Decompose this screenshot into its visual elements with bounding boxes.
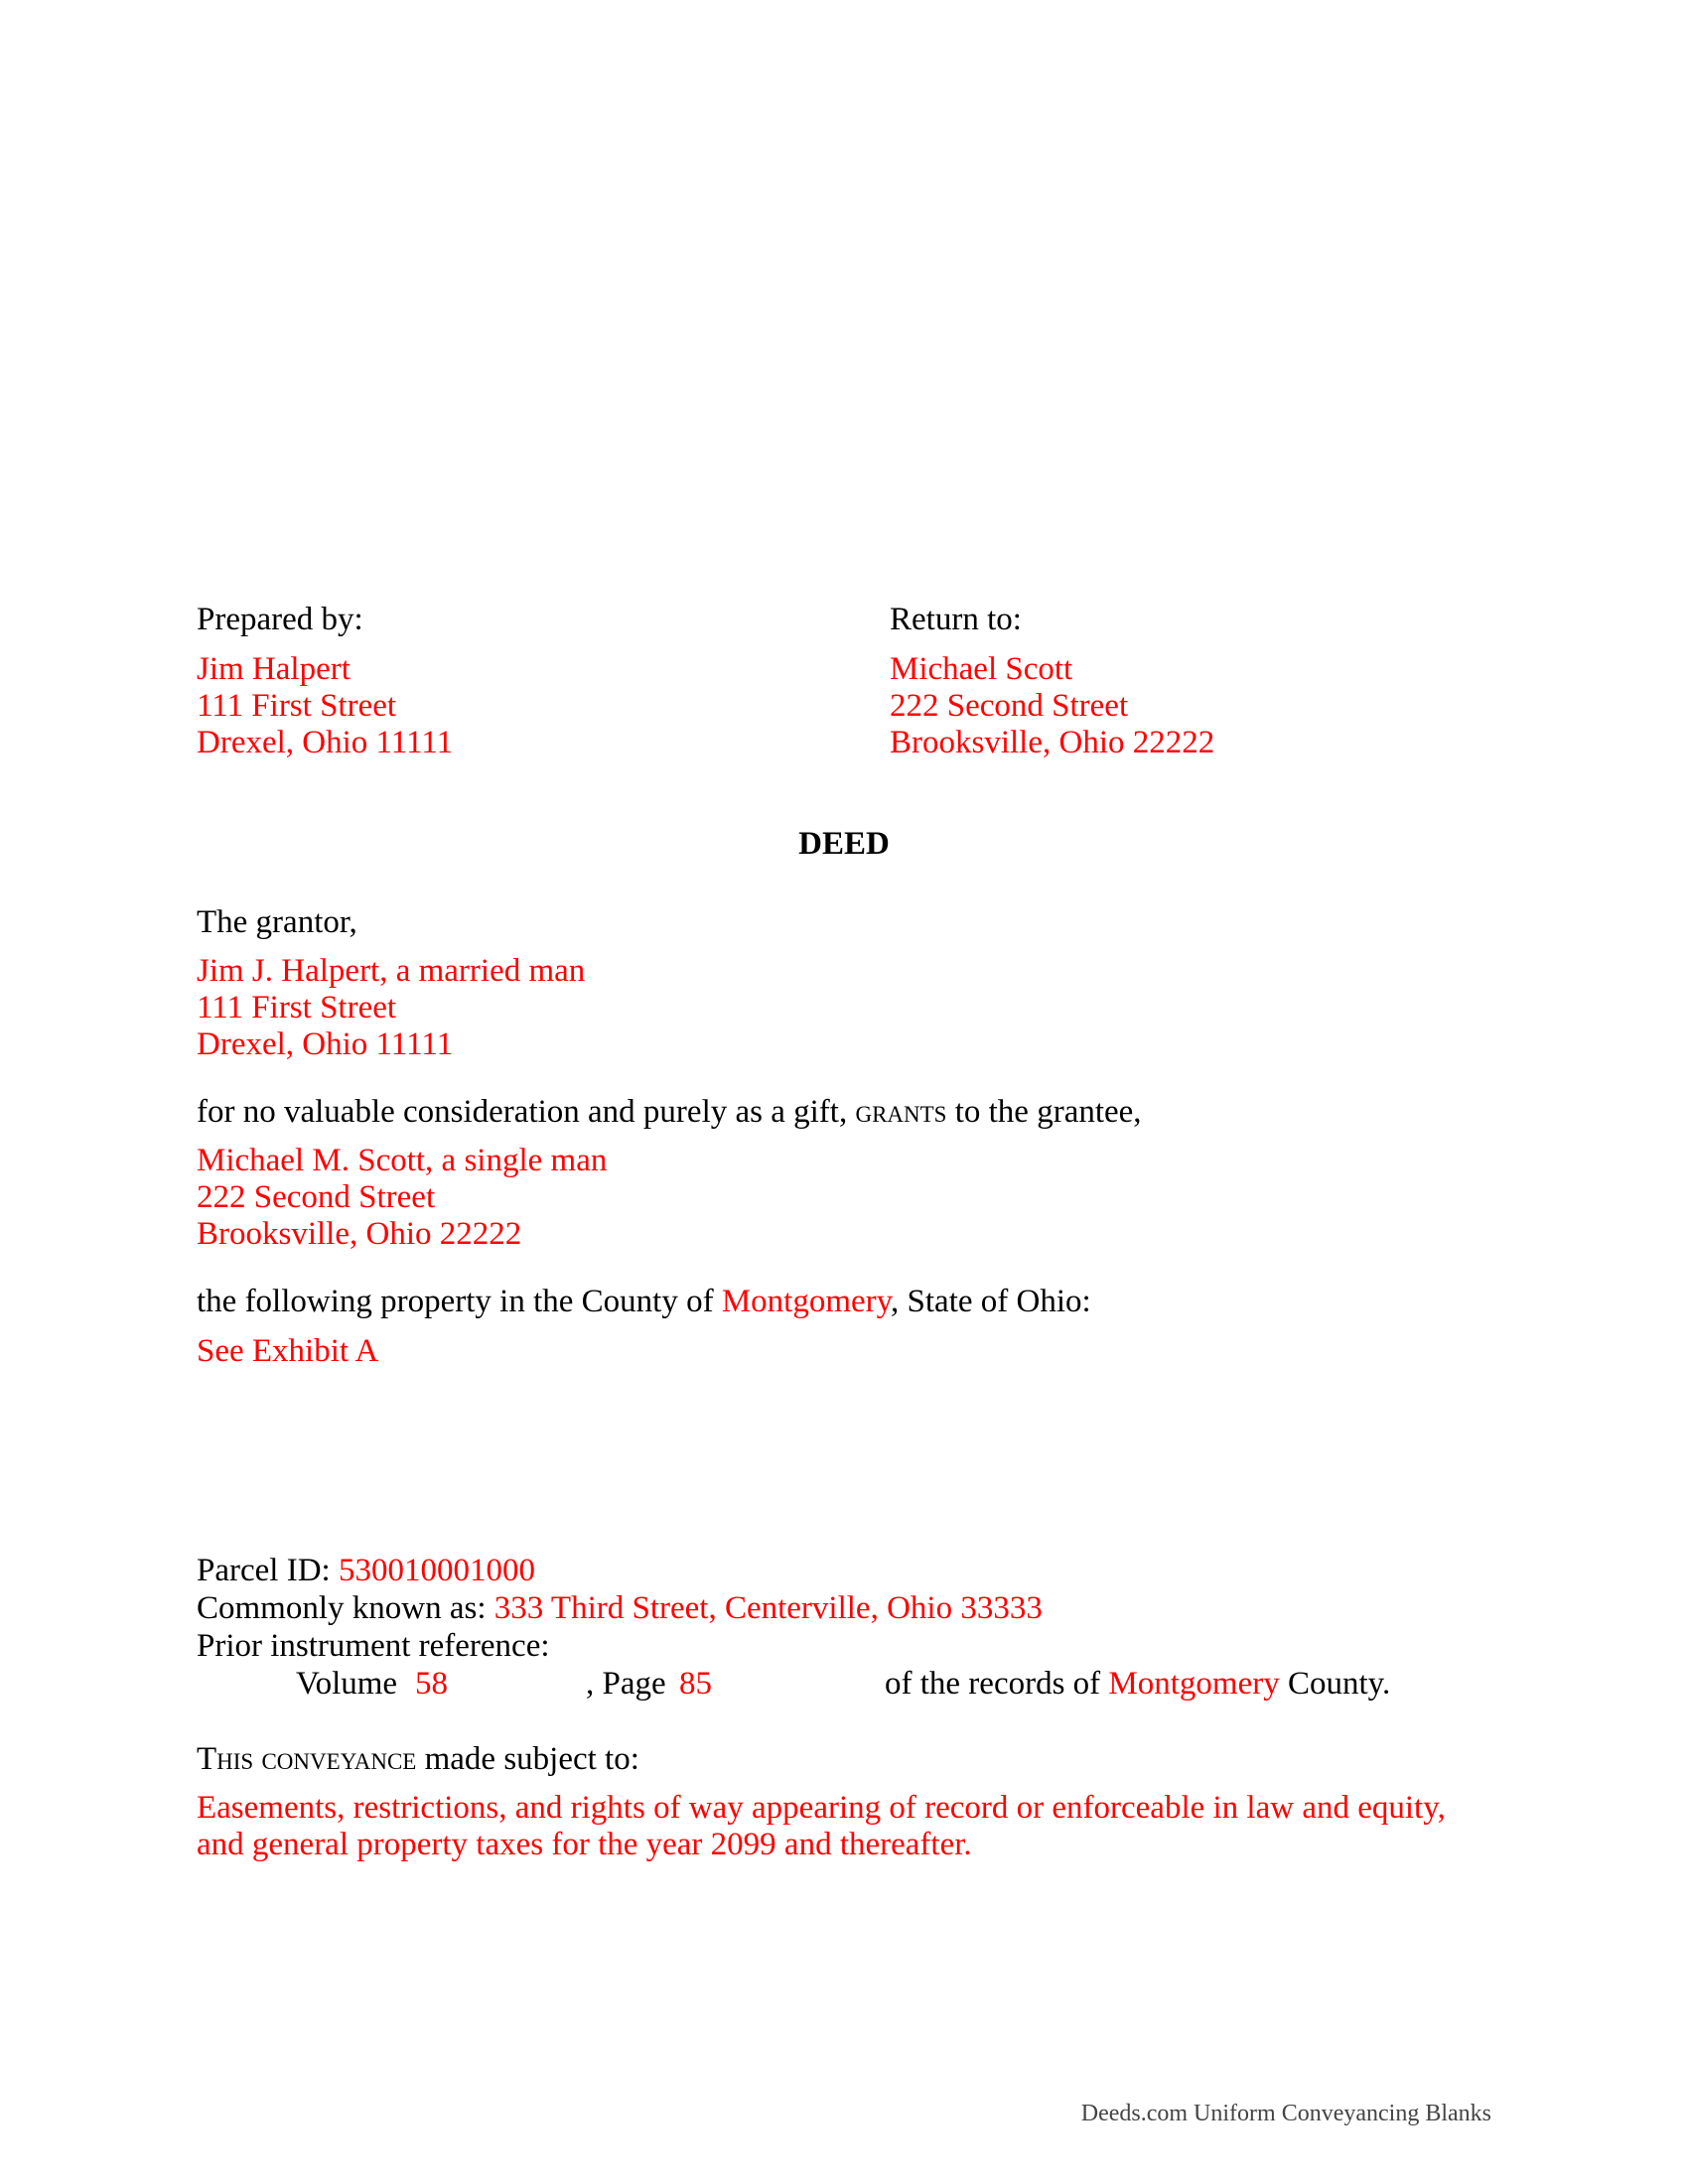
commonly-known-address: 333 Third Street, Centerville, Ohio 33333 (493, 1590, 1043, 1626)
conveyance-line-1: Easements, restrictions, and rights of way appearing of record or enforceable in law and equity, (197, 1790, 1446, 1826)
prepared-by-city: Drexel, Ohio 11111 (197, 725, 454, 760)
return-to-name: Michael Scott (890, 651, 1073, 687)
conveyance-keyword: This conveyance (197, 1741, 417, 1777)
grantor-block (197, 953, 585, 1063)
commonly-known-line (197, 1590, 1043, 1627)
grantor-intro: The grantor, (197, 904, 357, 940)
records-before: of the records of (885, 1666, 1109, 1702)
property-description: See Exhibit A (197, 1333, 379, 1369)
return-to-label: Return to: (890, 602, 1022, 637)
commonly-known-label: Commonly known as: (197, 1590, 494, 1626)
records-clause (885, 1666, 1390, 1703)
prepared-by-label: Prepared by: (197, 602, 363, 637)
grant-clause-after: to the grantee, (946, 1094, 1142, 1130)
prepared-by-street: 111 First Street (197, 688, 397, 724)
footer-credit: Deeds.com Uniform Conveyancing Blanks (1080, 2101, 1491, 2126)
return-to-street: 222 Second Street (890, 688, 1129, 724)
grant-clause-keyword: grants (855, 1094, 947, 1130)
conveyance-clause (197, 1741, 639, 1778)
grantee-block (197, 1143, 607, 1253)
grantor-name: Jim J. Halpert, a married man (197, 953, 586, 989)
document-title: DEED (798, 826, 890, 862)
parcel-id-label: Parcel ID: (197, 1553, 339, 1588)
grant-clause (197, 1094, 1142, 1131)
conveyance-terms (197, 1790, 1446, 1863)
grantee-city: Brooksville, Ohio 22222 (197, 1216, 522, 1252)
volume-value: 58 (415, 1666, 448, 1702)
records-county: Montgomery (1108, 1666, 1280, 1702)
property-clause-after: , State of Ohio: (891, 1284, 1091, 1319)
parcel-id-value: 530010001000 (338, 1553, 535, 1588)
records-after: County. (1279, 1666, 1391, 1702)
grantor-street: 111 First Street (197, 990, 397, 1025)
return-to-address (890, 651, 1214, 761)
grantee-street: 222 Second Street (197, 1179, 436, 1215)
prior-instrument-label: Prior instrument reference: (197, 1628, 550, 1664)
parcel-id-line (197, 1553, 535, 1589)
conveyance-after: made subject to: (416, 1741, 639, 1777)
grantee-name: Michael M. Scott, a single man (197, 1143, 608, 1178)
return-to-city: Brooksville, Ohio 22222 (890, 725, 1215, 760)
grant-clause-before: for no valuable consideration and purely as a gift, (197, 1094, 856, 1130)
page-label: , Page (586, 1666, 666, 1702)
volume-label: Volume (296, 1666, 398, 1702)
prepared-by-name: Jim Halpert (197, 651, 351, 687)
page-value: 85 (679, 1666, 712, 1702)
grantor-city: Drexel, Ohio 11111 (197, 1026, 454, 1062)
prepared-by-address (197, 651, 453, 761)
property-county: Montgomery (721, 1284, 892, 1319)
property-clause (197, 1284, 1091, 1320)
conveyance-line-2: and general property taxes for the year 2099 and thereafter. (197, 1827, 972, 1862)
property-clause-before: the following property in the County of (197, 1284, 722, 1319)
